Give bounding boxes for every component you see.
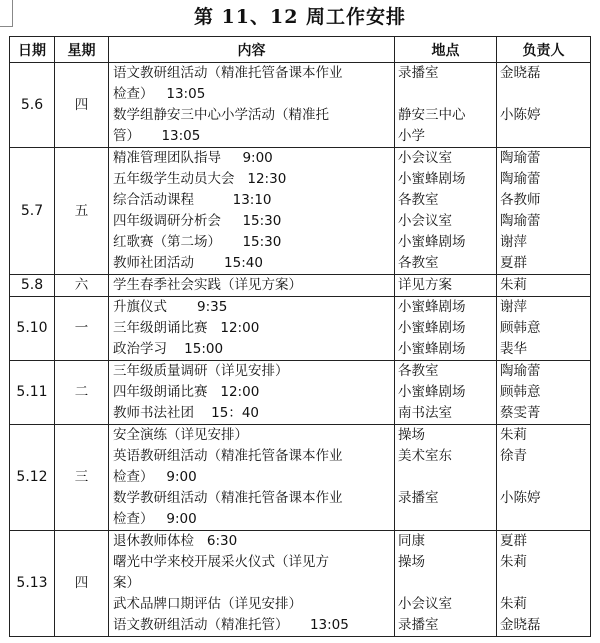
content-line: 武术品牌口期评估（详见安排） — [113, 596, 302, 612]
place-cell — [395, 297, 497, 361]
content-line: 数学教研组活动（精准托管备课本作业 — [113, 490, 343, 506]
content-line: 检查） 9:00 — [113, 511, 197, 527]
place-line: 美术室东 — [398, 448, 452, 464]
header-date: 日期 — [10, 37, 55, 63]
content-line: 四年级调研分析会 15:30 — [113, 213, 282, 229]
content-line: 案） — [113, 575, 140, 591]
person-cell — [497, 425, 591, 531]
place-line: 详见方案 — [398, 277, 452, 293]
content-line: 检查） 9:00 — [113, 469, 197, 485]
person-line: 夏群 — [500, 255, 527, 271]
place-line: 小会议室 — [398, 150, 452, 166]
person-line: 金晓磊 — [500, 617, 541, 633]
place-line — [398, 467, 496, 488]
person-line: 顾韩意 — [500, 320, 541, 336]
place-line: 各教室 — [398, 363, 439, 379]
place-cell — [395, 63, 497, 148]
person-line — [500, 467, 590, 488]
person-cell — [497, 297, 591, 361]
content-line: 教师社团活动 15:40 — [113, 255, 263, 271]
content-cell — [109, 148, 395, 275]
person-cell — [497, 275, 591, 297]
person-line: 朱莉 — [500, 554, 527, 570]
place-line: 同康 — [398, 533, 425, 549]
weekday-cell: 四 — [55, 63, 109, 148]
person-line: 谢萍 — [500, 234, 527, 250]
person-line: 陶瑜蕾 — [500, 213, 541, 229]
content-line: 安全演练（详见安排） — [113, 427, 248, 443]
person-cell — [497, 361, 591, 425]
page-title: 第 11、12 周工作安排 — [193, 6, 407, 28]
weekday-cell: 六 — [55, 275, 109, 297]
header-person: 负责人 — [497, 37, 591, 63]
weekday-cell: 三 — [55, 425, 109, 531]
header-week: 星期 — [55, 37, 109, 63]
place-line: 小学 — [398, 128, 425, 144]
person-line: 陶瑜蕾 — [500, 171, 541, 187]
person-line: 朱莉 — [500, 596, 527, 612]
place-line: 小蜜蜂剧场 — [398, 320, 466, 336]
header-place: 地点 — [395, 37, 497, 63]
person-line: 陶瑜蕾 — [500, 363, 541, 379]
person-cell — [497, 531, 591, 637]
content-cell — [109, 531, 395, 637]
date-cell: 5.10 — [10, 297, 55, 361]
place-cell — [395, 275, 497, 297]
content-line: 数学组静安三中心小学活动（精准托 — [113, 107, 329, 123]
person-line: 朱莉 — [500, 277, 527, 293]
place-line — [398, 509, 496, 530]
place-line: 小会议室 — [398, 213, 452, 229]
table-row — [10, 361, 591, 425]
content-line: 学生春季社会实践（详见方案） — [113, 277, 302, 293]
weekday-cell: 二 — [55, 361, 109, 425]
date-cell: 5.7 — [10, 148, 55, 275]
schedule-table — [9, 36, 591, 637]
person-cell — [497, 63, 591, 148]
person-line — [500, 84, 590, 105]
place-line: 小蜜蜂剧场 — [398, 341, 466, 357]
weekday-cell: 四 — [55, 531, 109, 637]
person-line: 金晓磊 — [500, 65, 541, 81]
place-line: 小蜜蜂剧场 — [398, 384, 466, 400]
person-line: 朱莉 — [500, 427, 527, 443]
table-header-row — [10, 37, 591, 63]
place-cell — [395, 425, 497, 531]
place-line: 南书法室 — [398, 405, 452, 421]
person-line: 小陈婷 — [500, 490, 541, 506]
place-cell — [395, 531, 497, 637]
table-row — [10, 297, 591, 361]
table-row — [10, 425, 591, 531]
date-cell: 5.11 — [10, 361, 55, 425]
place-line: 小蜜蜂剧场 — [398, 171, 466, 187]
place-line: 操场 — [398, 427, 425, 443]
place-line: 操场 — [398, 554, 425, 570]
place-cell — [395, 148, 497, 275]
place-line: 录播室 — [398, 617, 439, 633]
person-line: 小陈婷 — [500, 107, 541, 123]
content-line: 管） 13:05 — [113, 128, 201, 144]
place-cell — [395, 361, 497, 425]
table-row — [10, 275, 591, 297]
content-cell — [109, 275, 395, 297]
date-cell: 5.8 — [10, 275, 55, 297]
content-cell — [109, 361, 395, 425]
content-line: 曙光中学来校开展采火仪式（详见方 — [113, 554, 329, 570]
place-line: 小蜜蜂剧场 — [398, 299, 466, 315]
table-row — [10, 63, 591, 148]
content-line: 五年级学生动员大会 12:30 — [113, 171, 287, 187]
content-cell — [109, 425, 395, 531]
person-line: 徐青 — [500, 448, 527, 464]
place-line: 小会议室 — [398, 596, 452, 612]
weekday-cell: 一 — [55, 297, 109, 361]
place-line: 录播室 — [398, 490, 439, 506]
content-line: 综合活动课程 13:10 — [113, 192, 272, 208]
place-line: 静安三中心 — [398, 107, 466, 123]
person-line — [500, 126, 590, 147]
date-cell: 5.12 — [10, 425, 55, 531]
place-line: 各教室 — [398, 255, 439, 271]
place-line — [398, 84, 496, 105]
content-line: 教师书法社团 15：40 — [113, 405, 260, 421]
content-line: 语文教研组活动（精准托管备课本作业 — [113, 65, 343, 81]
weekday-cell: 五 — [55, 148, 109, 275]
place-line: 录播室 — [398, 65, 439, 81]
person-line: 蔡雯菁 — [500, 405, 541, 421]
date-cell: 5.6 — [10, 63, 55, 148]
content-line: 精准管理团队指导 9:00 — [113, 150, 273, 166]
content-line: 检查） 13:05 — [113, 86, 206, 102]
person-line: 谢萍 — [500, 299, 527, 315]
content-line: 语文教研组活动（精准托管） 13:05 — [113, 617, 349, 633]
person-line — [500, 509, 590, 530]
table-row — [10, 148, 591, 275]
place-line: 各教室 — [398, 192, 439, 208]
person-line: 顾韩意 — [500, 384, 541, 400]
content-line: 升旗仪式 9:35 — [113, 299, 228, 315]
person-line: 夏群 — [500, 533, 527, 549]
content-line: 政治学习 15:00 — [113, 341, 224, 357]
date-cell: 5.13 — [10, 531, 55, 637]
content-cell — [109, 297, 395, 361]
content-cell — [109, 63, 395, 148]
content-line: 四年级朗诵比赛 12:00 — [113, 384, 260, 400]
person-line — [500, 573, 590, 594]
table-row — [10, 531, 591, 637]
content-line: 英语教研组活动（精准托管备课本作业 — [113, 448, 343, 464]
person-cell — [497, 148, 591, 275]
place-line: 小蜜蜂剧场 — [398, 234, 466, 250]
person-line: 各教师 — [500, 192, 541, 208]
person-line: 裴华 — [500, 341, 527, 357]
content-line: 退休教师体检 6:30 — [113, 533, 238, 549]
content-line: 三年级朗诵比赛 12:00 — [113, 320, 260, 336]
content-line: 红歌赛（第二场） 15:30 — [113, 234, 282, 250]
header-content: 内容 — [109, 37, 395, 63]
content-line: 三年级质量调研（详见安排） — [113, 363, 289, 379]
table-body — [10, 63, 591, 637]
person-line: 陶瑜蕾 — [500, 150, 541, 166]
place-line — [398, 573, 496, 594]
